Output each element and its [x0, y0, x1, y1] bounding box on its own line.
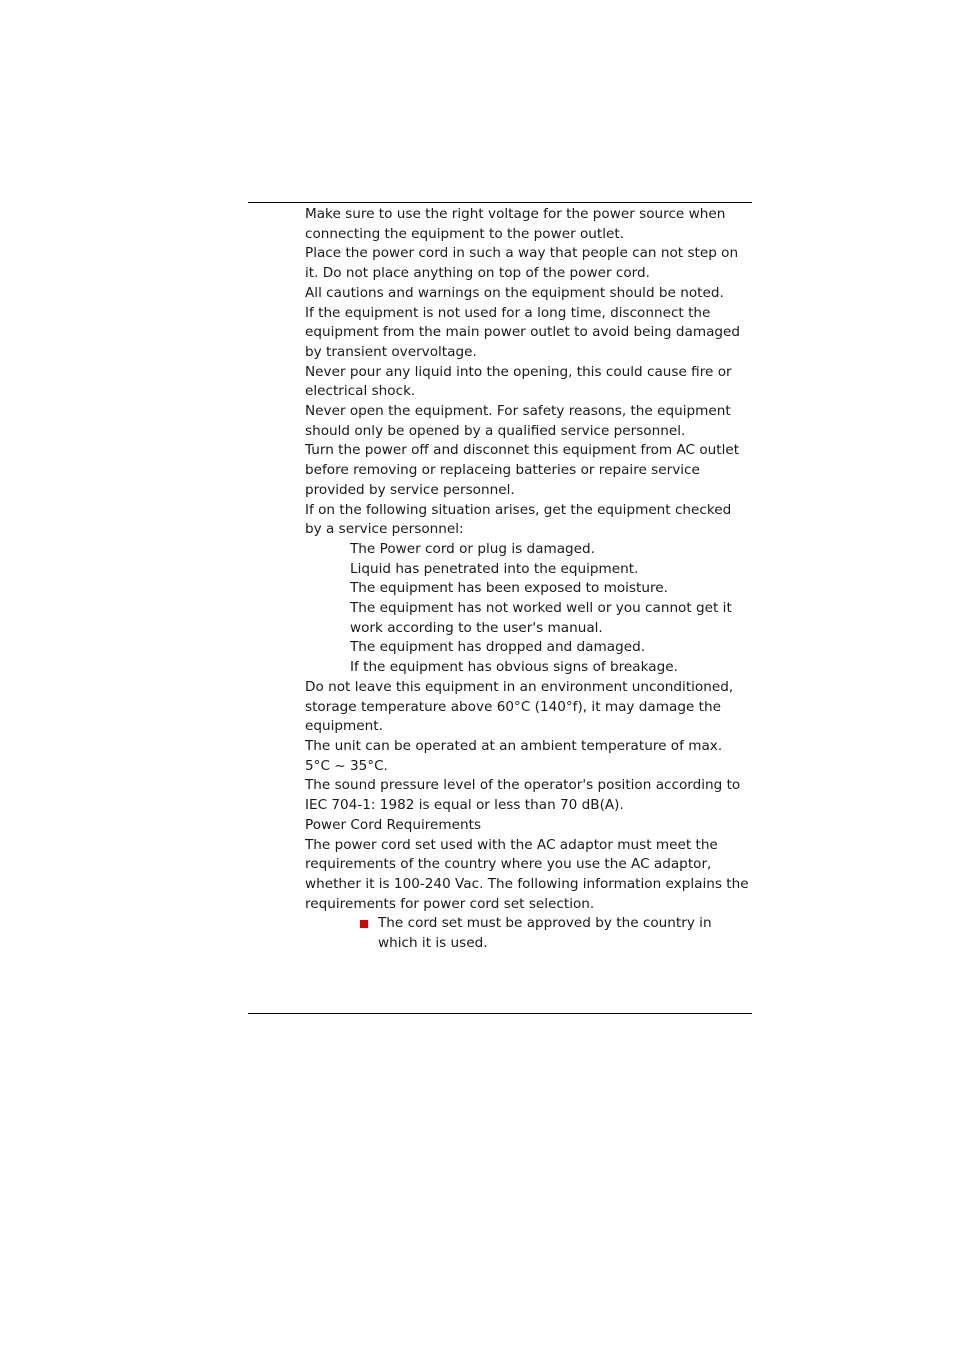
- situation-item: The equipment has dropped and damaged.: [350, 639, 646, 656]
- safety-instructions: [305, 205, 750, 954]
- paragraph: Do not leave this equipment in an environment unconditioned, storage temperature above 60°C (140°f), it may damage the equipment.: [305, 678, 734, 735]
- paragraph: If on the following situation arises, get the equipment checked by a service personnel:: [305, 501, 732, 538]
- cord-requirements-list: [305, 914, 750, 953]
- paragraph: Place the power cord in such a way that people can not step on it. Do not place anything on top of the power cord.: [305, 245, 739, 282]
- paragraph: All cautions and warnings on the equipment should be noted.: [305, 284, 724, 301]
- section-heading: Power Cord Requirements: [305, 816, 482, 833]
- paragraph: If the equipment is not used for a long time, disconnect the equipment from the main power outlet to avoid being damaged by transient overvoltage.: [305, 304, 741, 360]
- situation-item: The Power cord or plug is damaged.: [350, 540, 595, 557]
- paragraph: The unit can be operated at an ambient temperature of max. 5°C ~ 35°C.: [305, 737, 723, 774]
- top-rule: [248, 202, 752, 203]
- situation-item: If the equipment has obvious signs of breakage.: [350, 659, 678, 676]
- situation-list: [305, 540, 750, 678]
- cord-requirement-item: [305, 914, 750, 953]
- bottom-rule: [248, 1013, 752, 1014]
- paragraph: Make sure to use the right voltage for the power source when connecting the equipment to the power outlet.: [305, 206, 726, 242]
- situation-item: The equipment has been exposed to moisture.: [350, 580, 668, 597]
- paragraph: Never pour any liquid into the opening, this could cause fire or electrical shock.: [305, 363, 732, 400]
- situation-item: Liquid has penetrated into the equipment.: [350, 560, 639, 577]
- paragraph: Never open the equipment. For safety reasons, the equipment should only be opened by a qualified service personnel.: [305, 403, 731, 439]
- paragraph: Turn the power off and disconnet this equipment from AC outlet before removing or replaceing batteries or repaire service provided by service personnel.: [305, 442, 740, 498]
- paragraph: The power cord set used with the AC adaptor must meet the requirements of the country where you use the AC adaptor, whether it is 100-240 Vac. The following information explains the requirements for power cord set selection.: [305, 836, 749, 912]
- situation-item: The equipment has not worked well or you cannot get it work according to the user's manual.: [350, 600, 732, 636]
- cord-requirement-text: The cord set must be approved by the country in which it is used.: [378, 915, 712, 952]
- square-bullet-icon: [360, 920, 368, 928]
- paragraph: The sound pressure level of the operator's position according to IEC 704-1: 1982 is equal or less than 70 dB(A).: [305, 777, 741, 814]
